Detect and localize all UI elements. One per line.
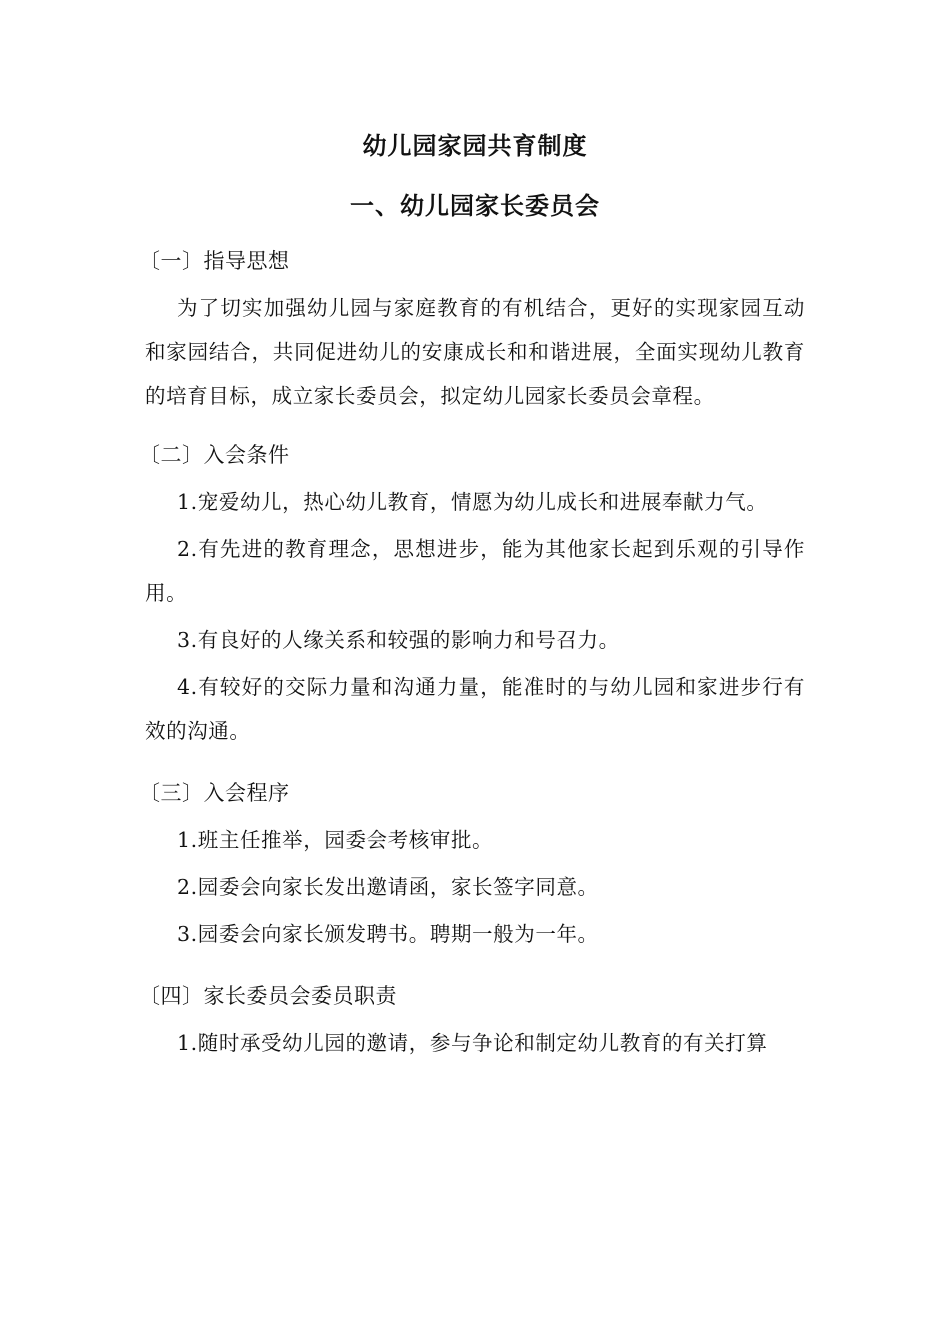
list-item: 4.有较好的交际力量和沟通力量，能准时的与幼儿园和家进步行有效的沟通。: [145, 675, 805, 743]
section-heading: 〔三〕入会程序: [139, 781, 290, 805]
document-title: 幼儿园家园共育制度: [362, 132, 588, 160]
section-title: 一、幼儿园家长委员会: [350, 192, 600, 220]
list-item: 1.宠爱幼儿，热心幼儿教育，情愿为幼儿成长和进展奉献力气。: [177, 490, 768, 514]
list-item: 1.随时承受幼儿园的邀请，参与争论和制定幼儿教育的有关打算: [177, 1031, 768, 1055]
section-guiding-ideology: [139, 246, 805, 418]
section-committee-duties: [139, 981, 805, 1065]
list-item: 1.班主任推举，园委会考核审批。: [177, 828, 494, 852]
section-membership-conditions: [139, 440, 805, 753]
section-membership-procedure: [139, 778, 805, 956]
list-item: 2.有先进的教育理念，思想进步，能为其他家长起到乐观的引导作用。: [145, 537, 805, 605]
list-item: 2.园委会向家长发出邀请函，家长签字同意。: [177, 875, 599, 899]
section-heading: 〔一〕指导思想: [139, 249, 290, 273]
section-heading: 〔二〕入会条件: [139, 443, 290, 467]
body-paragraph: 为了切实加强幼儿园与家庭教育的有机结合，更好的实现家园互动和家园结合，共同促进幼儿的安康成长和和谐进展，全面实现幼儿教育的培育目标，成立家长委员会，拟定幼儿园家长委员会章程。: [145, 296, 805, 408]
section-heading: 〔四〕家长委员会委员职责: [139, 984, 397, 1008]
list-item: 3.有良好的人缘关系和较强的影响力和号召力。: [177, 628, 620, 652]
list-item: 3.园委会向家长颁发聘书。聘期一般为一年。: [177, 922, 599, 946]
document-body: [139, 246, 805, 1068]
